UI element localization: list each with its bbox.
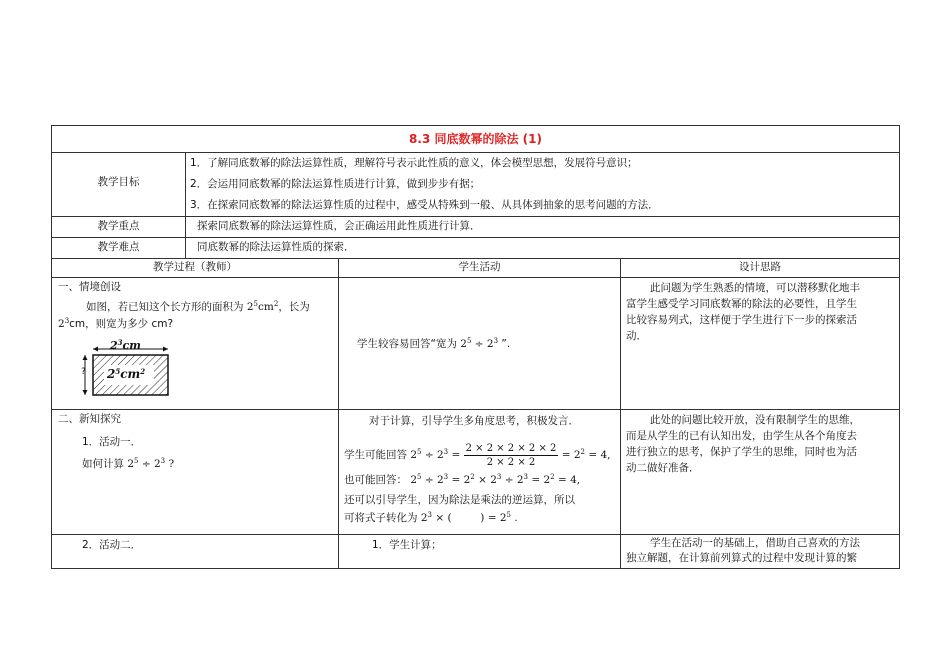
section2-student-line2: 学生可能回答 $2^5 \div 2^3$ = $\frac{2 \times 2 \times 2 \times 2 \times 2}{2 \times 2 \times 2}$ = $2^2 = 4$, [344,442,611,468]
section3-student: 1．学生计算； [372,539,442,551]
section1-question-line2: $2^3cm$，则宽为多少 cm? [58,317,174,330]
section2-student-line4: 还可以引导学生，因为除法是乘法的逆运算，所以 [344,494,575,506]
column-header-teacher: 教学过程（教师） [153,261,237,273]
section1-design-line3: 比较容易列式，这样便于学生进行下一步的探索活 [626,314,857,326]
activity2-label: 2．活动二． [82,539,142,551]
figure-area-label: $2^5cm^2$ [107,367,146,381]
section2-design-line1: 此处的问题比较开放，没有限制学生的思维， [650,414,860,426]
key-points-text: 探索同底数幂的除法运算性质，会正确运用此性质进行计算． [197,220,481,232]
column-header-student: 学生活动 [458,261,501,273]
key-points-label: 教学重点 [97,220,140,232]
section1-design-line4: 动． [626,330,647,342]
objective-1: 1．了解同底数幂的除法运算性质，理解符号表示此性质的意义，体会模型思想，发展符号意识； [190,157,638,169]
fraction: $\frac{2 \times 2 \times 2 \times 2 \times 2}{2 \times 2 \times 2}$ [465,442,557,468]
section1-question-line1: 如图，若已知这个长方形的面积为 $2^5cm^2$，长为 [86,300,310,313]
difficulties-text: 同底数幂的除法运算性质的探索． [197,241,355,253]
section2-heading: 二、新知探究 [58,413,121,425]
page-title: 8.3 同底数幂的除法 (1) [409,132,542,146]
section2-student-line1: 对于计算，引导学生多角度思考，积极发言． [369,415,579,427]
section1-student-answer: 学生较容易回答“宽为 $2^5 \div 2^3$ ”. [357,337,511,350]
activity1-question: 如何计算 $2^5 \div 2^3$ ? [82,457,175,470]
section3-design-line2: 独立解题，在计算前列算式的过程中发现计算的繁 [626,552,857,564]
section2-student-line3: 也可能回答： $2^5 \div 2^3 = 2^2 \times 2^3 \div 2^3 = 2^2 = 4$, [344,473,581,486]
objective-3: 3．在探索同底数幂的除法运算性质的过程中，感受从特殊到一般、从具体到抽象的思考问题的方法． [190,199,659,211]
difficulties-label: 教学难点 [97,241,140,253]
objective-2: 2．会运用同底数幂的除法运算性质进行计算，做到步步有据； [190,178,481,190]
section1-design-line2: 富学生感受学习同底数幂的除法的必要性，且学生 [626,298,857,310]
section1-design-line1: 此问题为学生熟悉的情境，可以潜移默化地丰 [650,282,860,294]
section2-design-line3: 进行独立的思考，保护了学生的思维，同时也为活 [626,446,857,458]
figure-width-label: ? [81,367,86,377]
column-header-design: 设计思路 [739,261,781,273]
objectives-label: 教学目标 [97,176,140,188]
section2-design-line4: 动二做好准备． [626,462,700,474]
section3-design-line1: 学生在活动一的基础上，借助自己喜欢的方法 [650,537,860,549]
section2-design-line2: 而是从学生的已有认知出发，由学生从各个角度去 [626,430,857,442]
activity1-label: 1．活动一． [82,436,142,448]
section1-heading: 一、情境创设 [58,281,121,293]
rectangle-figure [80,339,180,399]
figure-length-label: $2^3cm$ [110,338,141,352]
section2-student-line5: 可将式子转化为 $2^3$ × ( ) = $2^5$ . [344,511,518,524]
